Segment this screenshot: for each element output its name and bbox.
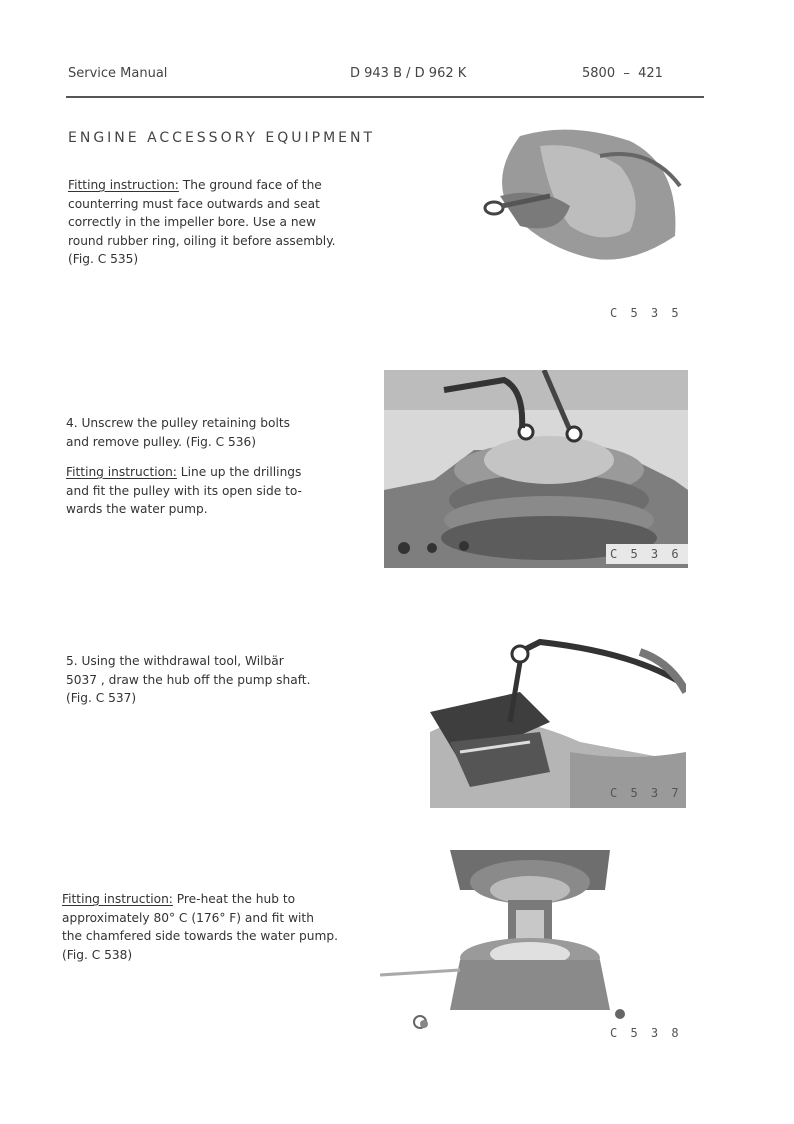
figure-caption-c535: C 5 3 5 (610, 306, 682, 320)
header-page-number: 5800 – 421 (582, 66, 663, 81)
text-line: (Fig. C 538) (62, 947, 133, 962)
text-line: Fitting instruction: The ground face of the (68, 178, 322, 192)
text-line: approximately 80° C (176° F) and fit with (62, 910, 314, 925)
text-line: correctly in the impeller bore. Use a new (68, 215, 317, 229)
text-line: 5037 , draw the hub off the pump shaft. (66, 672, 311, 687)
text-line: (Fig. C 535) (68, 252, 139, 266)
text-line: wards the water pump. (66, 502, 208, 516)
block-3-text (66, 652, 386, 708)
header-model: D 943 B / D 962 K (350, 66, 467, 81)
text-line: (Fig. C 537) (66, 691, 137, 705)
text-line: round rubber ring, oiling it before assembly. (68, 233, 336, 248)
photo-c536 (384, 370, 688, 568)
photo-c535 (480, 126, 690, 276)
fitting-instruction-label: Fitting instruction: (68, 178, 179, 192)
block-2-text (66, 414, 366, 519)
section-title: ENGINE ACCESSORY EQUIPMENT (68, 130, 376, 146)
figure-caption-c538: C 5 3 8 (610, 1026, 682, 1040)
text-line: counterring must face outwards and seat (68, 196, 320, 211)
header-manual-title: Service Manual (68, 66, 168, 81)
fitting-instruction-label: Fitting instruction: (66, 465, 177, 479)
text-line: and fit the pulley with its open side to- (66, 483, 302, 498)
text-line: Fitting instruction: Pre-heat the hub to (62, 892, 296, 906)
figure-caption-c537: C 5 3 7 (610, 786, 682, 800)
photo-c537 (430, 612, 686, 808)
text-line: the chamfered side towards the water pump. (62, 929, 338, 943)
block-1-text (68, 176, 388, 269)
fitting-instruction-label: Fitting instruction: (62, 892, 173, 906)
block-4-text (62, 890, 382, 964)
text-line: 5. Using the withdrawal tool, Wilbär (66, 654, 284, 668)
text-line: Fitting instruction: Line up the drillings (66, 465, 302, 479)
header-rule (66, 96, 704, 98)
figure-caption-c536: C 5 3 6 (610, 547, 682, 561)
text-line: 4. Unscrew the pulley retaining bolts (66, 416, 290, 430)
photo-c538 (380, 850, 680, 1050)
text-line: and remove pulley. (Fig. C 536) (66, 434, 257, 449)
